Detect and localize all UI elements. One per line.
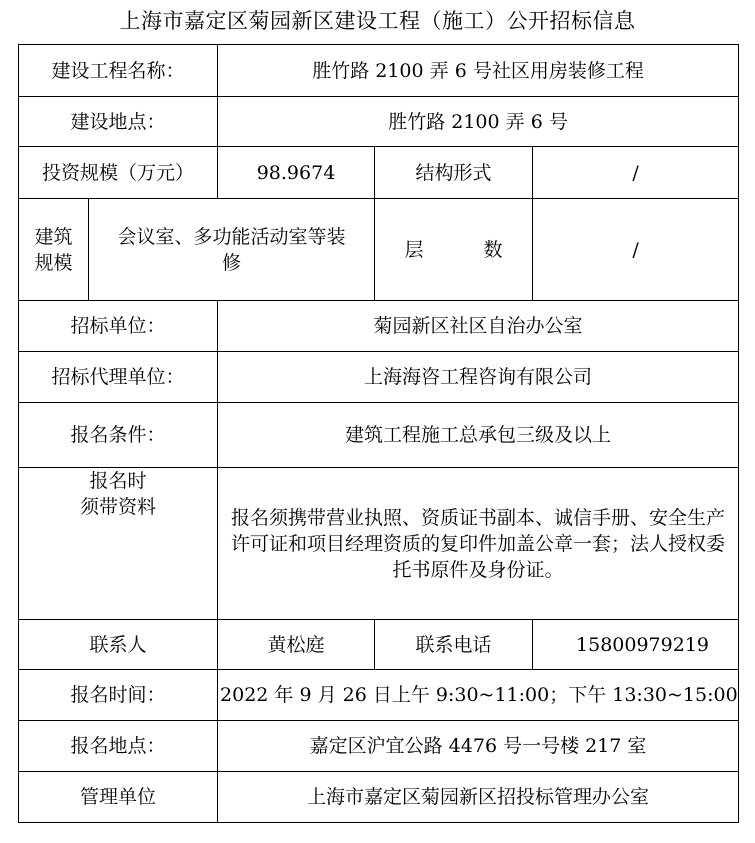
row-time <box>19 670 739 721</box>
value-authority: 上海市嘉定区菊园新区招投标管理办公室 <box>218 772 739 823</box>
row-location <box>19 97 739 147</box>
value-project-name: 胜竹路 2100 弄 6 号社区用房装修工程 <box>218 45 739 97</box>
value-contact: 黄松庭 <box>218 620 375 670</box>
row-place <box>19 721 739 772</box>
value-scale <box>89 199 375 301</box>
row-contact <box>19 620 739 670</box>
row-documents <box>19 468 739 620</box>
value-structure: / <box>533 147 739 199</box>
label-floors-part1: 层 <box>404 238 424 261</box>
label-authority: 管理单位 <box>19 772 218 823</box>
row-tenderer <box>19 301 739 352</box>
label-structure: 结构形式 <box>375 147 533 199</box>
label-time: 报名时间： <box>19 670 218 721</box>
label-scale-line2: 规模 <box>34 251 73 274</box>
value-agent: 上海海咨工程咨询有限公司 <box>218 352 739 403</box>
label-documents-line2: 须带资料 <box>80 496 157 518</box>
label-investment: 投资规模（万元） <box>19 147 218 199</box>
label-contact: 联系人 <box>19 620 218 670</box>
page-title: 上海市嘉定区菊园新区建设工程（施工）公开招标信息 <box>119 9 636 33</box>
row-agent <box>19 352 739 403</box>
label-place: 报名地点： <box>19 721 218 772</box>
value-investment: 98.9674 <box>218 147 375 199</box>
value-floors: / <box>533 199 739 301</box>
label-agent: 招标代理单位： <box>19 352 218 403</box>
label-project-name: 建设工程名称： <box>19 45 218 97</box>
row-authority <box>19 772 739 823</box>
label-tenderer: 招标单位： <box>19 301 218 352</box>
tender-info-table <box>18 44 739 823</box>
value-scale-line2: 修 <box>222 251 242 274</box>
label-documents <box>19 468 218 620</box>
value-location: 胜竹路 2100 弄 6 号 <box>218 97 739 147</box>
row-conditions <box>19 403 739 468</box>
label-location: 建设地点： <box>19 97 218 147</box>
label-conditions: 报名条件： <box>19 403 218 468</box>
value-tenderer: 菊园新区社区自治办公室 <box>218 301 739 352</box>
label-documents-line1: 报名时 <box>89 470 147 492</box>
value-place: 嘉定区沪宜公路 4476 号一号楼 217 室 <box>218 721 739 772</box>
label-phone: 联系电话 <box>375 620 533 670</box>
label-scale-line1: 建筑 <box>34 225 73 248</box>
value-conditions: 建筑工程施工总承包三级及以上 <box>218 403 739 468</box>
value-documents: 报名须携带营业执照、资质证书副本、诚信手册、安全生产许可证和项目经理资质的复印件加盖公章一套；法人授权委托书原件及身份证。 <box>218 468 739 620</box>
label-floors-part2: 数 <box>483 238 503 261</box>
value-time: 2022 年 9 月 26 日上午 9:30~11:00；下午 13:30~15:00 <box>218 670 739 721</box>
value-phone: 15800979219 <box>533 620 739 670</box>
row-project-name <box>19 45 739 97</box>
value-scale-line1: 会议室、多功能活动室等装 <box>117 225 346 248</box>
label-floors <box>375 199 533 301</box>
row-scale <box>19 199 739 301</box>
label-scale <box>19 199 89 301</box>
row-investment <box>19 147 739 199</box>
